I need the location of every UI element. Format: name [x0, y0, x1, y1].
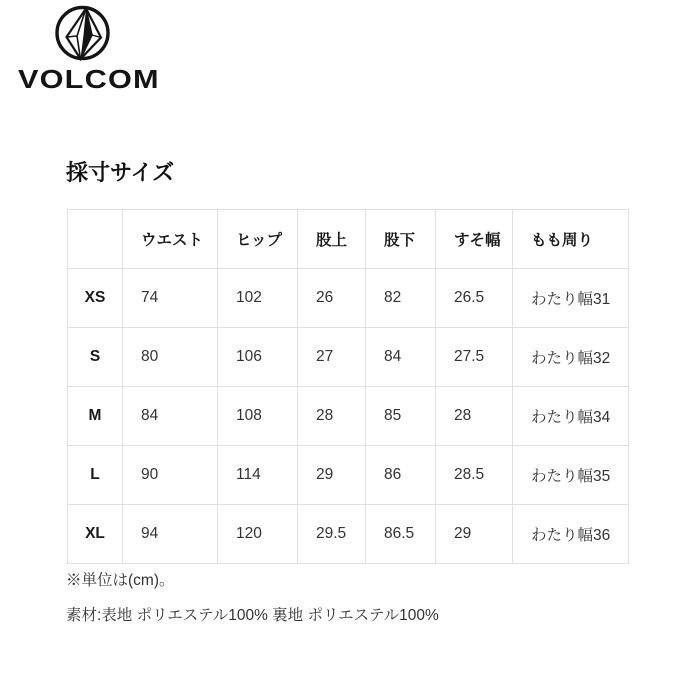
size-table-head	[68, 210, 629, 269]
measurement-cell: わたり幅32	[513, 328, 629, 387]
volcom-stone-icon	[54, 4, 112, 64]
measurement-cell: 86	[366, 446, 436, 505]
table-row	[68, 387, 629, 446]
measurement-cell: 28.5	[436, 446, 513, 505]
column-header: 股上	[298, 210, 366, 269]
corner-header-cell	[68, 210, 123, 269]
measurement-cell: 28	[298, 387, 366, 446]
measurement-cell: 80	[123, 328, 218, 387]
measurement-cell: 86.5	[366, 505, 436, 564]
size-label: XS	[68, 269, 123, 328]
measurement-cell: 120	[218, 505, 298, 564]
measurement-cell: わたり幅36	[513, 505, 629, 564]
material-note: 素材:表地 ポリエステル100% 裏地 ポリエステル100%	[66, 607, 439, 624]
measurement-cell: 82	[366, 269, 436, 328]
size-label: S	[68, 328, 123, 387]
size-label: XL	[68, 505, 123, 564]
measurement-cell: 26.5	[436, 269, 513, 328]
table-row	[68, 446, 629, 505]
column-header: ウエスト	[123, 210, 218, 269]
measurement-cell: 85	[366, 387, 436, 446]
measurement-cell: わたり幅35	[513, 446, 629, 505]
measurement-cell: 84	[123, 387, 218, 446]
size-label: M	[68, 387, 123, 446]
table-row	[68, 505, 629, 564]
measurement-cell: 28	[436, 387, 513, 446]
size-label: L	[68, 446, 123, 505]
volcom-wordmark: VOLCOM	[18, 64, 160, 94]
size-table	[67, 209, 629, 564]
measurement-cell: 108	[218, 387, 298, 446]
measurement-cell: 106	[218, 328, 298, 387]
column-header: もも周り	[513, 210, 629, 269]
measurement-cell: 84	[366, 328, 436, 387]
column-header: すそ幅	[436, 210, 513, 269]
measurement-cell: わたり幅34	[513, 387, 629, 446]
column-header: 股下	[366, 210, 436, 269]
measurement-cell: 29	[298, 446, 366, 505]
measurement-cell: 26	[298, 269, 366, 328]
table-row	[68, 269, 629, 328]
measurement-cell: 29	[436, 505, 513, 564]
table-row	[68, 328, 629, 387]
size-table-header-row	[68, 210, 629, 269]
unit-note: ※単位は(cm)。	[66, 572, 175, 589]
volcom-stone-svg	[54, 4, 112, 64]
measurement-cell: 102	[218, 269, 298, 328]
measurement-cell: 90	[123, 446, 218, 505]
measurement-cell: 27.5	[436, 328, 513, 387]
section-heading: 採寸サイズ	[66, 160, 175, 185]
measurement-cell: 114	[218, 446, 298, 505]
size-table-body	[68, 269, 629, 564]
column-header: ヒップ	[218, 210, 298, 269]
measurement-cell: 94	[123, 505, 218, 564]
measurement-cell: 74	[123, 269, 218, 328]
measurement-cell: 27	[298, 328, 366, 387]
measurement-cell: 29.5	[298, 505, 366, 564]
measurement-cell: わたり幅31	[513, 269, 629, 328]
